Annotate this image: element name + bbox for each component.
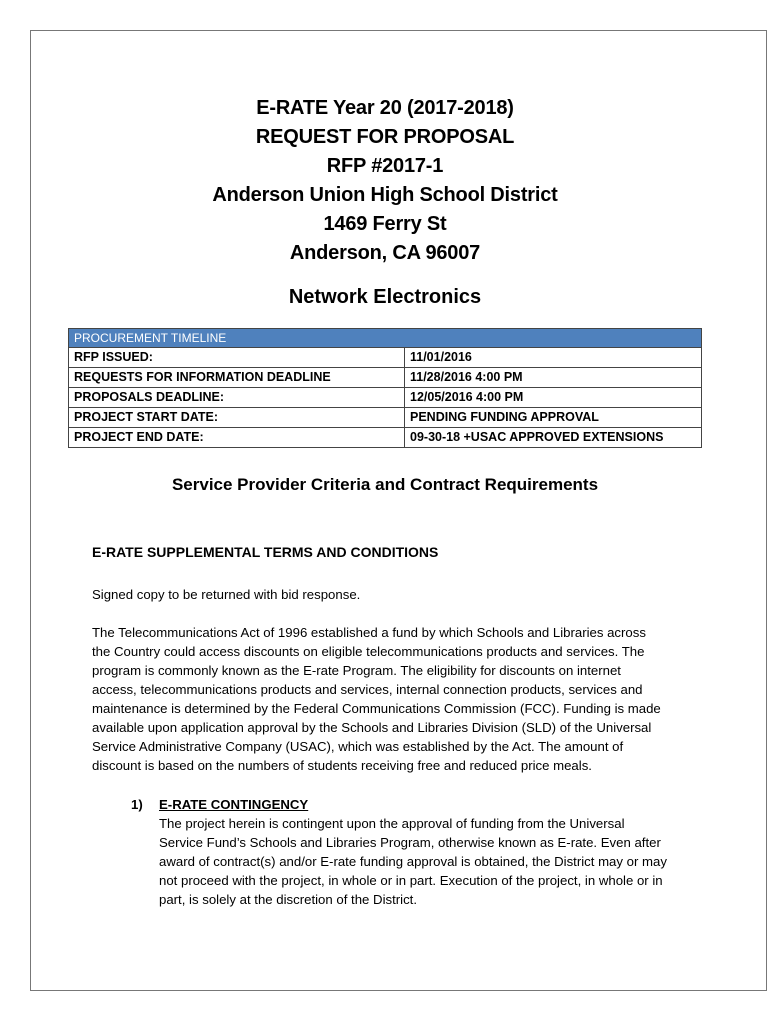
row-label: PROJECT END DATE:: [69, 428, 405, 448]
procurement-timeline-table: [68, 328, 702, 448]
terms-heading: E-RATE SUPPLEMENTAL TERMS AND CONDITIONS: [92, 544, 439, 560]
row-label: PROJECT START DATE:: [69, 408, 405, 428]
section-title: Service Provider Criteria and Contract Requirements: [171, 475, 599, 494]
row-label: PROPOSALS DEADLINE:: [69, 388, 405, 408]
title-line: Anderson Union High School District: [212, 184, 558, 206]
item-title: E-RATE CONTINGENCY: [159, 797, 309, 812]
item-body: The project herein is contingent upon the approval of funding from the Universal Service Fund’s Schools and Libraries Program, otherwise known as E-rate. Even after award of contract(s) and/or E-rate funding approval is obtained, the District may or may not proceed with the project, in whole or in part. Execution of the project, in whole or in part, is solely at the discretion of the District.: [159, 816, 667, 907]
table-row: [69, 368, 702, 388]
title-line: E-RATE Year 20 (2017-2018): [256, 97, 514, 119]
table-row: [69, 428, 702, 448]
row-value: 12/05/2016 4:00 PM: [405, 388, 702, 408]
title-block: [0, 94, 770, 268]
numbered-item: [131, 795, 671, 909]
row-value: 11/28/2016 4:00 PM: [405, 368, 702, 388]
table-row: [69, 388, 702, 408]
subtitle: Network Electronics: [288, 286, 482, 308]
title-line: RFP #2017-1: [326, 155, 444, 177]
table-row: [69, 408, 702, 428]
row-value: PENDING FUNDING APPROVAL: [405, 408, 702, 428]
row-value: 11/01/2016: [405, 348, 702, 368]
table-header: PROCUREMENT TIMELINE: [69, 329, 702, 348]
paragraph-telecom-act: The Telecommunications Act of 1996 established a fund by which Schools and Libraries across the Country could access discounts on eligible telecommunications products and services. The program is commonly known as the E-rate Program. The eligibility for discounts on internet access, telecommunications products and services, internal connection products, services and maintenance is determined by the Federal Communications Commission (FCC). Funding is made available upon application approval by the Schools and Libraries Division (SLD) of the Universal Service Administrative Company (USAC), which was established by the Act. The amount of discount is based on the numbers of students receiving free and reduced price meals.: [92, 625, 661, 773]
title-line: Anderson, CA 96007: [289, 242, 481, 264]
title-line: REQUEST FOR PROPOSAL: [255, 126, 515, 148]
row-label: REQUESTS FOR INFORMATION DEADLINE: [69, 368, 405, 388]
paragraph-signed-copy: Signed copy to be returned with bid response.: [92, 587, 361, 602]
table-row: [69, 348, 702, 368]
row-value: 09-30-18 +USAC APPROVED EXTENSIONS: [405, 428, 702, 448]
title-line: 1469 Ferry St: [323, 213, 447, 235]
table-header-row: [69, 329, 702, 348]
row-label: RFP ISSUED:: [69, 348, 405, 368]
item-number: 1): [131, 797, 143, 812]
